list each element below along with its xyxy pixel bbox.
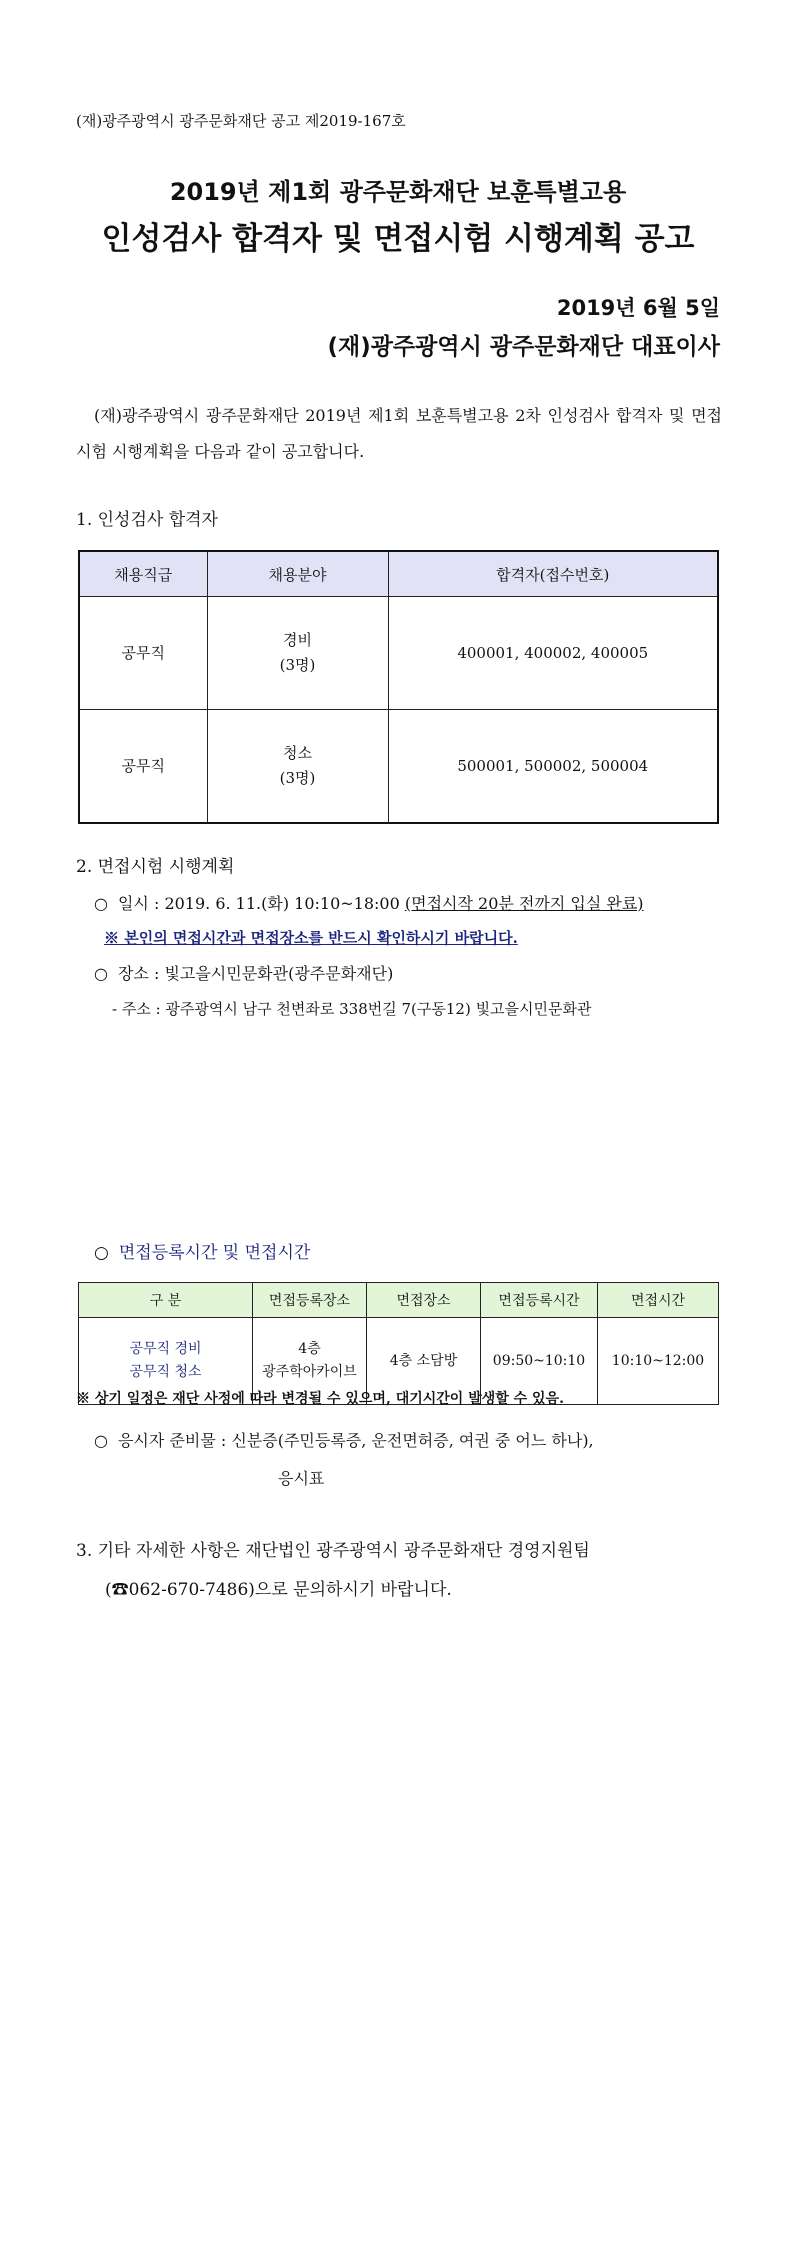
section2-heading: 2. 면접시험 시행계획	[76, 857, 235, 877]
title-line-1: 2019년 제1회 광주문화재단 보훈특별고용	[169, 178, 627, 206]
place-text: 장소 : 빛고을시민문화관(광주문화재단)	[117, 964, 394, 983]
passers-table	[78, 550, 719, 824]
header-cell: 면접시간	[598, 1283, 719, 1318]
schedule-text: 일시 : 2019. 6. 11.(화) 10:10~18:00	[117, 894, 400, 913]
prep-line-2: 응시표	[278, 1469, 325, 1488]
intro-paragraph: (재)광주광역시 광주문화재단 2019년 제1회 보훈특별고용 2차 인성검사 합격자 및 면접시험 시행계획을 다음과 같이 공고합니다.	[76, 406, 722, 461]
circle-bullet-icon: ○	[94, 894, 108, 913]
division-2: 공무직 청소	[129, 1364, 202, 1380]
warning-line: ※ 본인의 면접시간과 면접장소를 반드시 확인하시기 바랍니다.	[104, 929, 518, 947]
header-cell: 면접등록시간	[481, 1283, 598, 1318]
header-cell: 면접장소	[367, 1283, 481, 1318]
circle-bullet-icon: ○	[94, 1431, 108, 1450]
notice-number: (재)광주광역시 광주문화재단 공고 제2019-167호	[76, 112, 406, 130]
grade-cell: 공무직	[79, 710, 207, 824]
header-cell: 채용분야	[207, 551, 388, 597]
passers-table-header	[79, 551, 718, 597]
section3-line-1: 3. 기타 자세한 사항은 재단법인 광주광역시 광주문화재단 경영지원팀	[76, 1541, 590, 1561]
address-line: - 주소 : 광주광역시 남구 천변좌로 338번길 7(구동12) 빛고을시민문화관	[112, 1000, 592, 1018]
field-count: (3명)	[279, 769, 316, 787]
schedule-note: (면접시작 20분 전까지 입실 완료)	[404, 894, 644, 913]
schedule-line	[94, 891, 644, 914]
prep-line-1	[94, 1428, 594, 1451]
circle-bullet-icon: ○	[94, 1243, 109, 1263]
table-row	[79, 710, 718, 824]
division-1: 공무직 경비	[129, 1341, 202, 1357]
interview-table	[78, 1282, 719, 1405]
header-cell: 채용직급	[79, 551, 207, 597]
table-note: ※ 상기 일정은 재단 사정에 따라 변경될 수 있으며, 대기시간이 발생할 수 있음.	[76, 1391, 564, 1407]
grade-cell: 공무직	[79, 597, 207, 710]
issuer-org: (재)광주광역시 광주문화재단 대표이사	[327, 334, 720, 360]
header-cell: 합격자(접수번호)	[388, 551, 718, 597]
interview-time-heading-text: 면접등록시간 및 면접시간	[118, 1243, 311, 1263]
title-line-2: 인성검사 합격자 및 면접시험 시행계획 공고	[101, 221, 695, 257]
passers-cell: 500001, 500002, 500004	[388, 710, 718, 824]
field-count: (3명)	[279, 656, 316, 674]
prep-text: 응시자 준비물 : 신분증(주민등록증, 운전면허증, 여권 중 어느 하나),	[117, 1431, 594, 1450]
notice-date: 2019년 6월 5일	[556, 296, 720, 320]
circle-bullet-icon: ○	[94, 964, 108, 983]
header-cell: 구 분	[79, 1283, 253, 1318]
header-cell: 면접등록장소	[253, 1283, 367, 1318]
reg-place-2: 광주학아카이브	[262, 1364, 357, 1380]
reg-place-1: 4층	[298, 1341, 321, 1357]
interview-time-cell: 10:10~12:00	[598, 1318, 719, 1405]
field-label: 경비	[283, 631, 312, 649]
reg-time-cell: 09:50~10:10	[481, 1318, 598, 1405]
field-label: 청소	[283, 744, 312, 762]
field-cell	[207, 597, 388, 710]
section3-line-2: (☎062-670-7486)으로 문의하시기 바랍니다.	[105, 1580, 452, 1600]
section1-heading: 1. 인성검사 합격자	[76, 510, 218, 530]
place-line	[94, 961, 393, 984]
interview-table-header	[79, 1283, 719, 1318]
field-cell	[207, 710, 388, 824]
passers-cell: 400001, 400002, 400005	[388, 597, 718, 710]
table-row	[79, 597, 718, 710]
interview-time-heading	[94, 1238, 310, 1263]
interview-place-cell: 4층 소담방	[367, 1318, 481, 1405]
